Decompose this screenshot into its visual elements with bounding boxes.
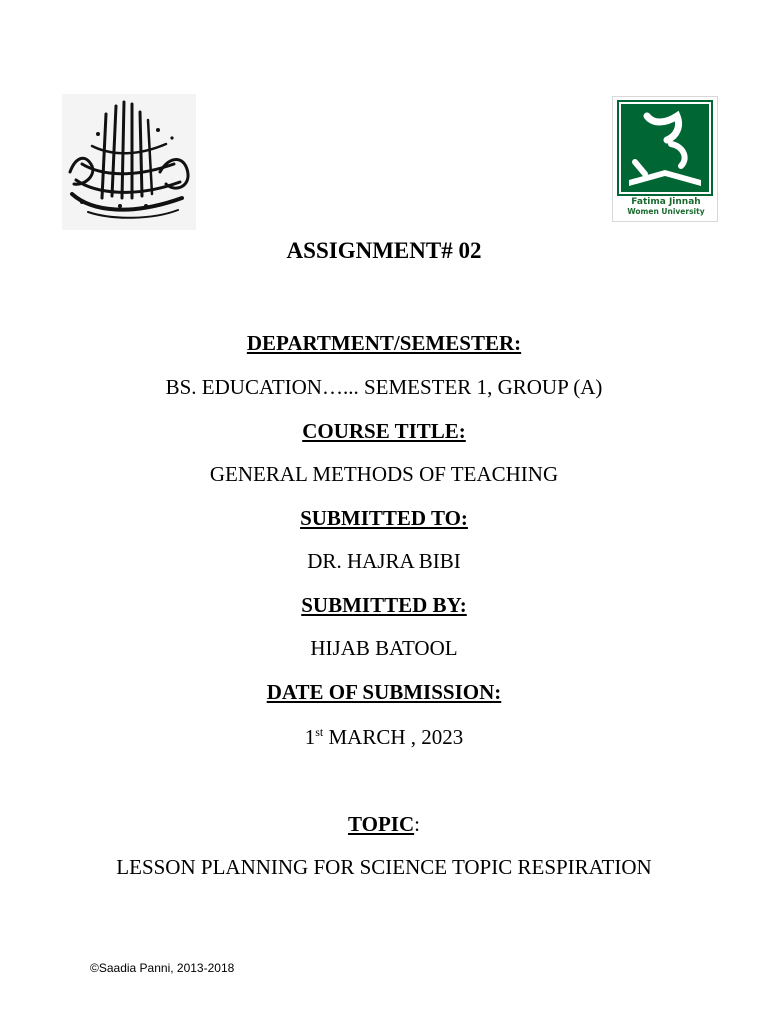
department-label: DEPARTMENT/SEMESTER:: [246, 331, 522, 355]
logo-name-line2: Women University: [627, 207, 705, 216]
university-logo-icon: [617, 100, 713, 196]
assignment-title: ASSIGNMENT# 02: [286, 238, 482, 263]
copyright-footer: ©Saadia Panni, 2013-2018: [90, 961, 235, 975]
bismillah-calligraphy-icon: [62, 94, 196, 230]
date-ordinal: st: [315, 725, 324, 739]
date-of-submission-label: DATE OF SUBMISSION:: [266, 680, 502, 704]
date-rest: MARCH , 2023: [323, 725, 464, 749]
course-title-label: COURSE TITLE:: [302, 419, 466, 443]
course-title-value: GENERAL METHODS OF TEACHING: [209, 462, 559, 486]
university-logo: [612, 96, 718, 222]
date-day: 1: [304, 725, 316, 749]
submitted-by-label: SUBMITTED BY:: [301, 593, 467, 617]
topic-colon: :: [414, 812, 420, 836]
logo-name-line1: Fatima Jinnah: [631, 197, 701, 207]
submitted-by-value: HIJAB BATOOL: [310, 636, 458, 660]
submitted-to-value: DR. HAJRA BIBI: [307, 549, 461, 573]
topic-value: LESSON PLANNING FOR SCIENCE TOPIC RESPIRATION: [116, 855, 652, 879]
date-of-submission-value: [0, 724, 768, 750]
submitted-to-label: SUBMITTED TO:: [300, 506, 468, 530]
department-value: BS. EDUCATION…... SEMESTER 1, GROUP (A): [165, 375, 603, 399]
topic-label: TOPIC: [348, 812, 415, 836]
topic-heading: [0, 811, 768, 837]
